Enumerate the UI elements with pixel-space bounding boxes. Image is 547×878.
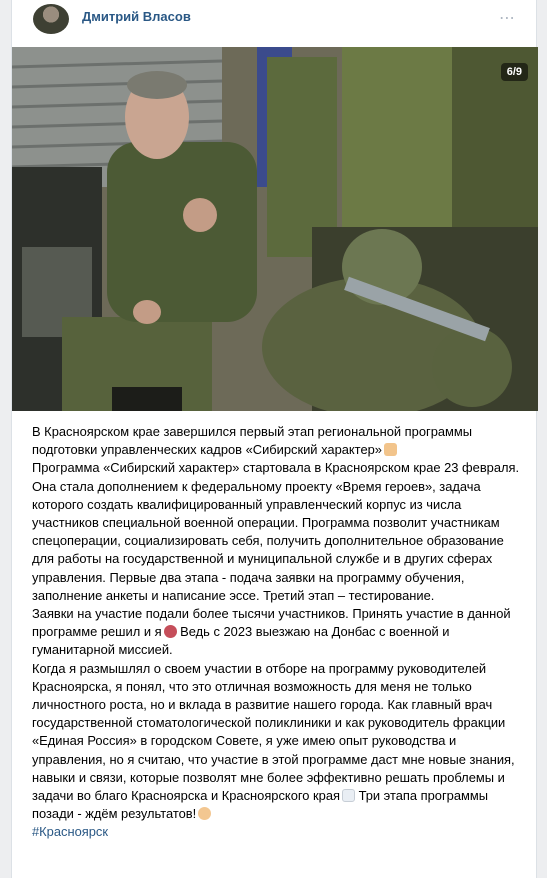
post-header [12, 0, 536, 40]
avatar[interactable] [33, 4, 69, 34]
post-paragraph [32, 423, 522, 459]
photo-counter: 6/9 [501, 63, 528, 81]
paragraph-text: Ведь с 2023 выезжаю на Донбас с военной и гуманитарной миссией. [32, 624, 450, 658]
post-paragraph [32, 823, 522, 841]
post-paragraph [32, 605, 522, 660]
paragraph-text: Три этапа программы позади - ждём результатов! [32, 788, 488, 822]
post-text [32, 423, 522, 842]
post-paragraph [32, 660, 522, 824]
hashtag-link[interactable]: #Красноярск [32, 824, 108, 840]
paragraph-text: В Красноярском крае завершился первый этап региональной программы подготовки управленческих кадров «Сибирский характер» [32, 424, 473, 458]
woman-emoji-icon [164, 625, 177, 638]
paragraph-text: Когда я размышлял о своем участии в отборе на программу руководителей Красноярска, я понял, что это отличная возможность для меня не только личностного роста, но и вклада в развитие нашего города. Как главный врач государственной стоматологической поликлиники и как руководитель фракции «Единая Россия» в городском Совете, я уже имею опыт руководства и управления, но я считаю, что участие в этой программе даст мне новые знания, навыки и связи, которые позволят мне более эффективно решать проблемы и задачи во благо Красноярска и Красноярского края [32, 660, 515, 804]
more-options-icon[interactable]: ⋯ [499, 10, 516, 27]
chart-increasing-icon [342, 789, 355, 802]
post-photo[interactable] [12, 47, 538, 411]
author-name[interactable]: Дмитрий Власов [82, 9, 191, 24]
raising-hand-icon [198, 807, 211, 820]
flexed-biceps-icon [384, 443, 397, 456]
paragraph-text: Заявки на участие подали более тысячи участников. Принять участие в данной программе решил и я [32, 606, 511, 640]
post-paragraph: Программа «Сибирский характер» стартовала в Красноярском крае 23 февраля. Она стала дополнением к федеральному проекту «Время героев», задача которого создать квалифицированный управленческий корпус из числа участников специальной военной операции. Программа позволит участникам спецоперации, социализировать себя, получить дополнительное образование для работы на государственной и муниципальной службе и в других сферах управления. Первые два этапа - подача заявки на программу обучения, заполнение анкеты и написание эссе. Третий этап – тестирование. [32, 460, 520, 603]
photo-illustration [12, 47, 538, 411]
post-card [11, 0, 537, 878]
